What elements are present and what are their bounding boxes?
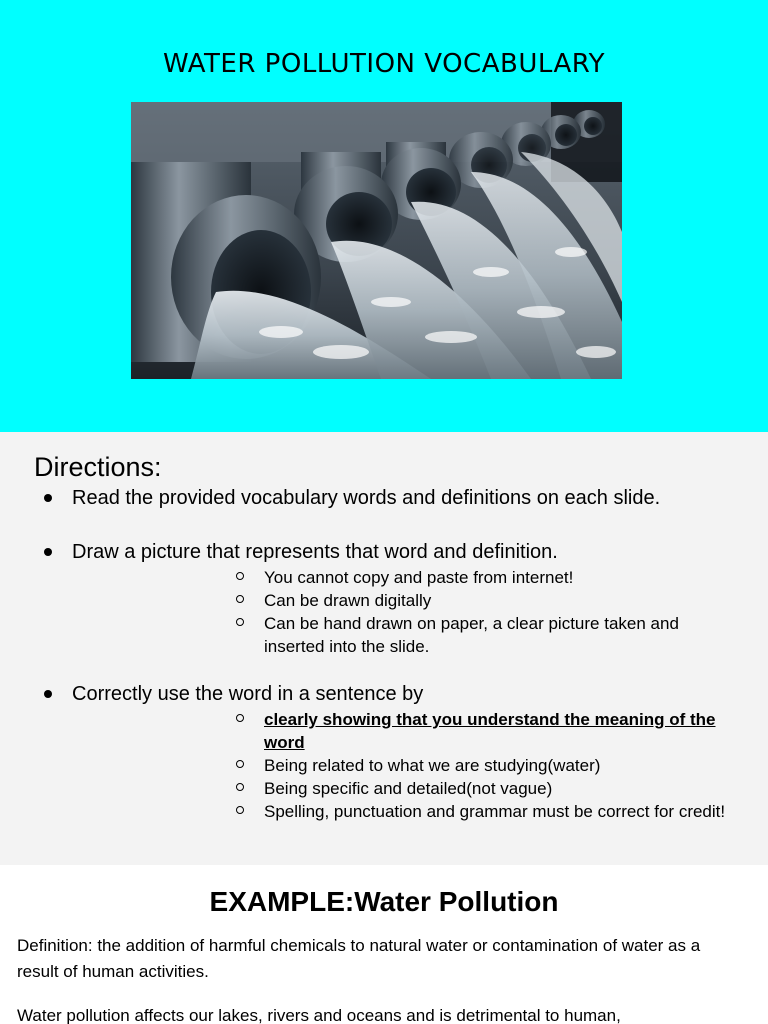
direction-sub-item: Being specific and detailed(not vague) — [264, 777, 744, 800]
direction-bullet: Correctly use the word in a sentence by — [72, 683, 424, 705]
example-title: EXAMPLE:Water Pollution — [209, 886, 559, 917]
water-pipes-photo — [131, 102, 622, 379]
direction-sub-item: You cannot copy and paste from internet! — [264, 566, 744, 589]
example-slide — [0, 865, 768, 1024]
direction-sub-item: Spelling, punctuation and grammar must be correct for credit! — [264, 800, 744, 823]
title-slide — [0, 0, 768, 432]
direction-sub-item-emphasis: clearly showing that you understand the meaning of the word — [264, 708, 744, 754]
directions-slide — [0, 432, 768, 865]
direction-sub-item: Being related to what we are studying(water) — [264, 754, 744, 777]
definition-text: Definition: the addition of harmful chemicals to natural water or contamination of water as a result of human activities. — [17, 936, 701, 981]
directions-heading: Directions: — [34, 452, 162, 482]
direction-bullet: Read the provided vocabulary words and definitions on each slide. — [72, 487, 661, 509]
direction-bullet: Draw a picture that represents that word and definition. — [72, 541, 558, 563]
direction-sub-item: Can be drawn digitally — [264, 589, 744, 612]
direction-sub-item: Can be hand drawn on paper, a clear picture taken and inserted into the slide. — [264, 612, 744, 658]
slide-title: WATER POLLUTION VOCABULARY — [162, 49, 606, 79]
example-sentence: Water pollution affects our lakes, rivers and oceans and is detrimental to human, — [17, 1006, 621, 1024]
